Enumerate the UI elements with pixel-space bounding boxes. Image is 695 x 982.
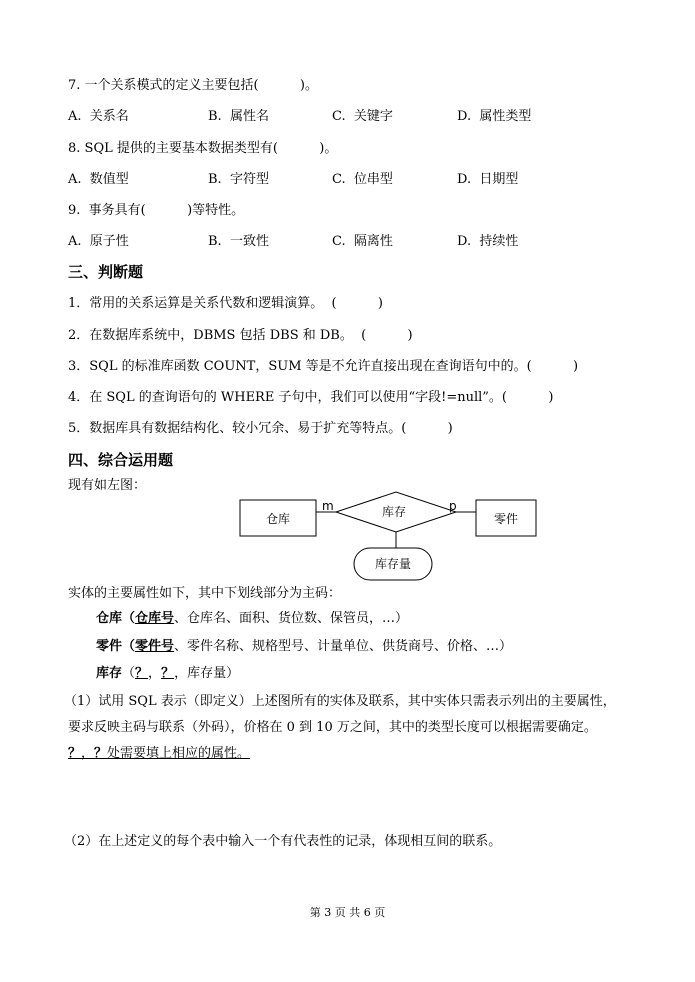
entity-name: 零件 (96, 639, 123, 654)
option-b: B. 属性名 (208, 109, 269, 124)
primary-key: 零件号 (135, 639, 175, 654)
judgment-item-5: 5．数据库具有数据结构化、较小冗余、易于扩充等特点。( ) (68, 421, 453, 436)
question-7: 7. 一个关系模式的定义主要包括( )。 (68, 78, 319, 93)
placeholder-2: ？ (161, 666, 175, 681)
option-a: A. 关系名 (68, 109, 129, 124)
er-diagram (230, 486, 540, 586)
option-b: B. 一致性 (208, 234, 269, 249)
entity-warehouse-label: 仓库 (265, 512, 291, 526)
task-1-line-1: （1）试用 SQL 表示（即定义）上述图所有的实体及联系，其中实体只需表示列出的主要属性， (64, 694, 616, 709)
task-2: （2）在上述定义的每个表中输入一个有代表性的记录，体现相互间的联系。 (64, 834, 502, 849)
judgment-item-4: 4．在 SQL 的查询语句的 WHERE 子句中，我们可以使用“字段!=null”。( ) (68, 390, 554, 405)
question-8-options (68, 172, 628, 188)
relationship-label: 库存 (381, 505, 407, 519)
section-4-intro: 现有如左图： (68, 478, 147, 493)
question-9: 9. 事务具有( )等特性。 (68, 203, 245, 218)
primary-key: 仓库号 (135, 611, 175, 626)
option-d: D. 持续性 (457, 234, 519, 249)
entity-name: 仓库 (96, 611, 123, 626)
relationship-stock-schema: 库存（？，？，库存量） (96, 666, 240, 681)
entity-warehouse-schema: 仓库（仓库号、仓库名、面积、货位数、保管员，…） (96, 611, 409, 626)
section-4-title: 四、综合运用题 (68, 451, 174, 469)
judgment-item-2: 2．在数据库系统中，DBMS 包括 DBS 和 DB。 ( ) (68, 328, 413, 343)
page-footer: 第 3 页 共 6 页 (309, 906, 386, 919)
attribute-label: 库存量 (374, 557, 412, 571)
option-d: D. 属性类型 (457, 109, 532, 124)
placeholder-1: ？ (135, 666, 149, 681)
option-b: B. 字符型 (208, 172, 269, 187)
judgment-item-1: 1．常用的关系运算是关系代数和逻辑演算。 ( ) (68, 296, 384, 311)
option-a: A. 原子性 (68, 234, 129, 249)
question-9-options (68, 234, 628, 250)
task-1-line-2: 要求反映主码与联系（外码），价格在 0 到 10 万之间，其中的类型长度可以根据需要确定。 (68, 720, 597, 735)
question-8: 8. SQL 提供的主要基本数据类型有( )。 (68, 141, 338, 156)
entity-part-label: 零件 (493, 512, 519, 526)
option-c: C. 位串型 (332, 172, 393, 187)
section-3-title: 三、判断题 (68, 263, 144, 281)
option-c: C. 隔离性 (332, 234, 393, 249)
option-a: A. 数值型 (68, 172, 129, 187)
entity-part-schema: 零件（零件号、零件名称、规格型号、计量单位、供货商号、价格、…） (96, 639, 513, 654)
option-c: C. 关键字 (332, 109, 393, 124)
entity-name: 库存 (96, 666, 123, 681)
cardinality-m: m (322, 499, 334, 513)
option-d: D. 日期型 (457, 172, 519, 187)
judgment-item-3: 3．SQL 的标准库函数 COUNT，SUM 等是不允许直接出现在查询语句中的。( ) (68, 359, 579, 374)
cardinality-p: p (449, 499, 457, 513)
attributes-intro: 实体的主要属性如下，其中下划线部分为主码： (68, 586, 342, 601)
placeholder-note: ？，？处需要填上相应的属性。 (68, 746, 251, 761)
question-7-options (68, 109, 628, 125)
